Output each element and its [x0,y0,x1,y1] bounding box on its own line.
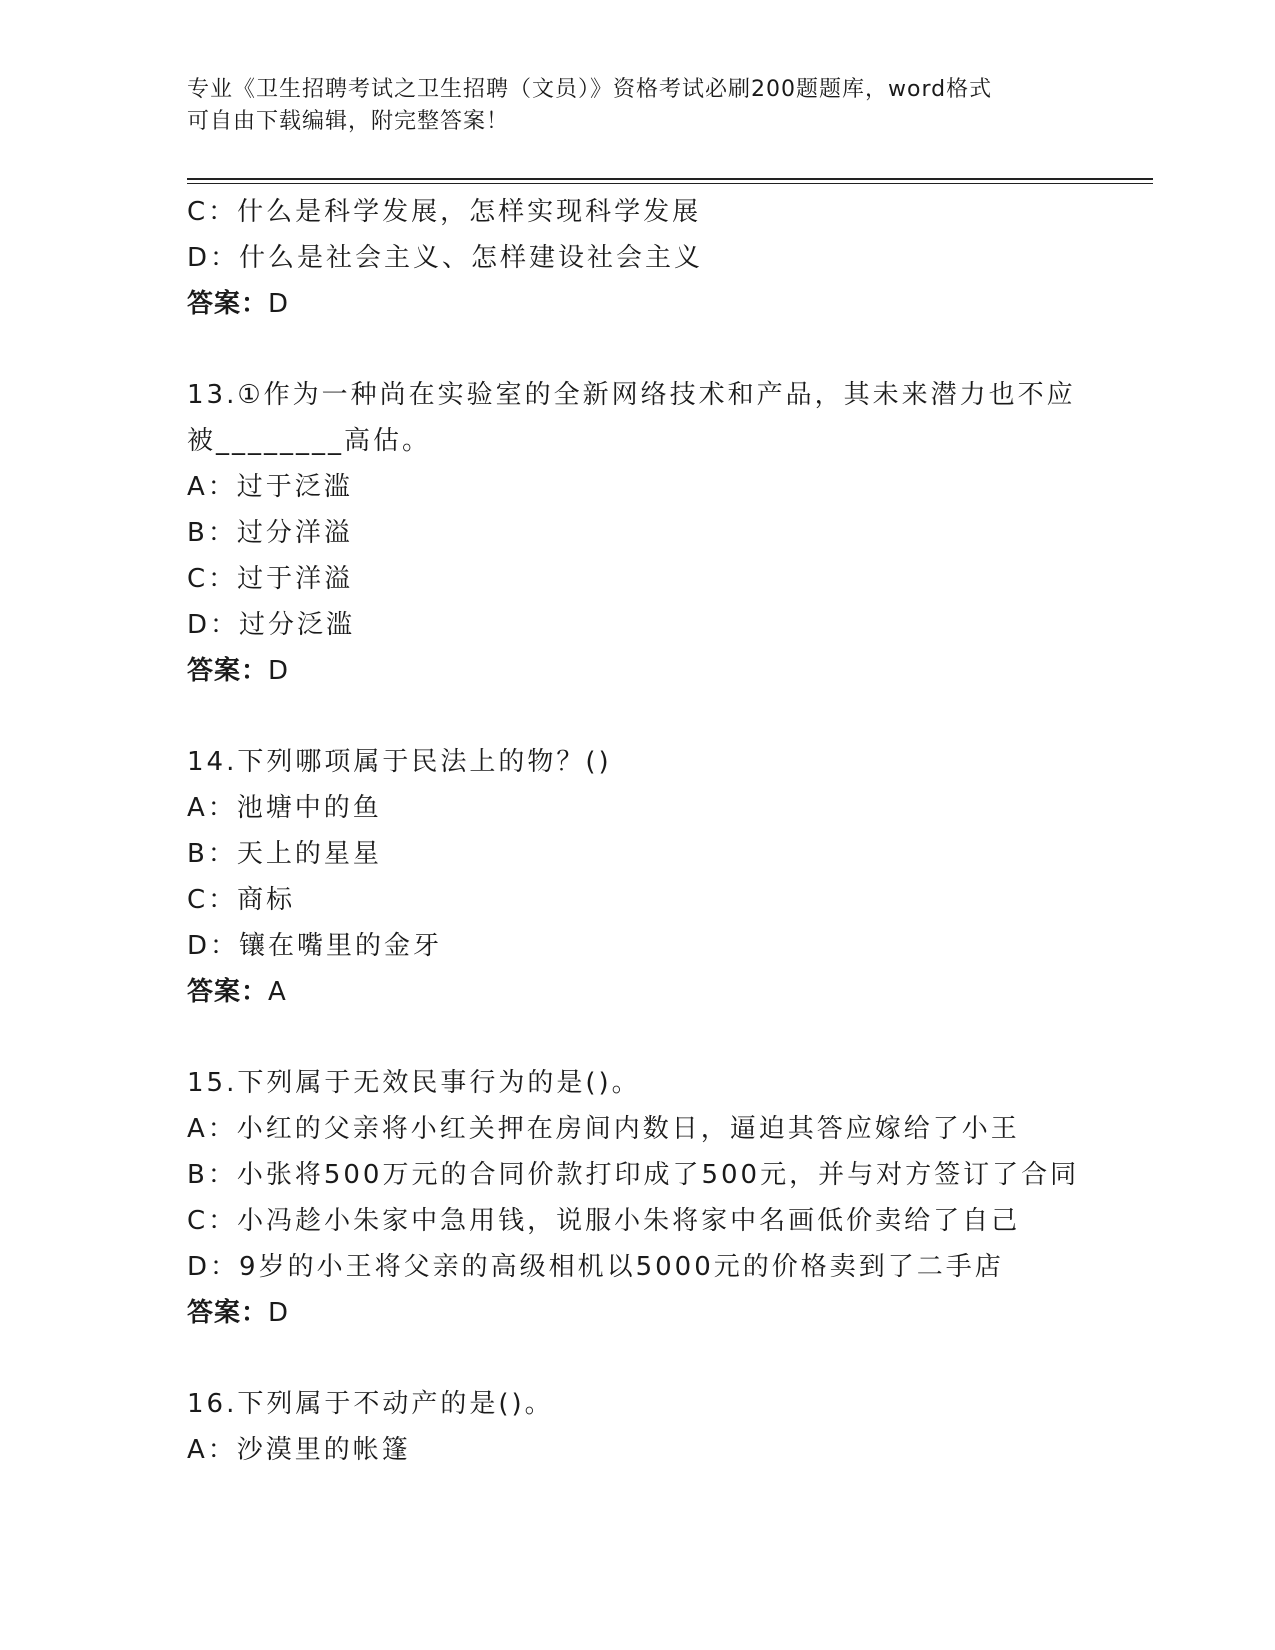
question-13 [187,372,1127,694]
question-stem: 15.下列属于无效民事行为的是()。 [187,1068,641,1098]
answer-value: D [268,289,290,319]
question-14 [187,739,1127,1015]
option-a: A：小红的父亲将小红关押在房间内数日，逼迫其答应嫁给了小王 [187,1114,1020,1144]
answer-label: 答案： [187,289,269,319]
answer-value: D [268,656,290,686]
question-stem: 13.①作为一种尚在实验室的全新网络技术和产品，其未来潜力也不应 [187,380,1076,410]
header-line-1: 专业《卫生招聘考试之卫生招聘（文员）》资格考试必刷200题题库，word格式 [187,77,993,102]
option-b: B：小张将500万元的合同价款打印成了500元，并与对方签订了合同 [187,1160,1080,1190]
option-d: D：什么是社会主义、怎样建设社会主义 [187,243,704,273]
header-divider-thick [187,178,1153,180]
question-16 [187,1381,1127,1473]
option-c: C：商标 [187,885,296,915]
answer-line [187,969,1127,1015]
answer-label: 答案： [187,1298,269,1328]
question-12-continuation [187,189,1127,327]
option-a: A：过于泛滥 [187,472,353,502]
header-line-2: 可自由下载编辑，附完整答案！ [187,109,510,134]
option-d: D：过分泛滥 [187,610,356,640]
answer-value: D [268,1298,290,1328]
header-divider-thin [187,183,1153,184]
answer-line [187,1290,1127,1336]
answer-value: A [268,977,287,1007]
option-d: D：镶在嘴里的金牙 [187,931,443,961]
answer-label: 答案： [187,656,269,686]
option-b: B：天上的星星 [187,839,382,869]
option-b: B：过分洋溢 [187,518,353,548]
option-a: A：池塘中的鱼 [187,793,382,823]
question-stem: 被________高估。 [187,426,432,456]
option-d: D：9岁的小王将父亲的高级相机以5000元的价格卖到了二手店 [187,1252,1004,1282]
question-15 [187,1060,1127,1336]
option-c: C：什么是科学发展，怎样实现科学发展 [187,197,702,227]
question-stem: 14.下列哪项属于民法上的物？() [187,747,612,777]
answer-line [187,281,1127,327]
document-header [187,74,1087,138]
option-c: C：过于洋溢 [187,564,354,594]
option-c: C：小冯趁小朱家中急用钱，说服小朱将家中名画低价卖给了自己 [187,1206,1021,1236]
answer-label: 答案： [187,977,269,1007]
question-list [187,189,1127,1473]
question-stem: 16.下列属于不动产的是()。 [187,1389,554,1419]
option-a: A：沙漠里的帐篷 [187,1435,411,1465]
answer-line [187,648,1127,694]
